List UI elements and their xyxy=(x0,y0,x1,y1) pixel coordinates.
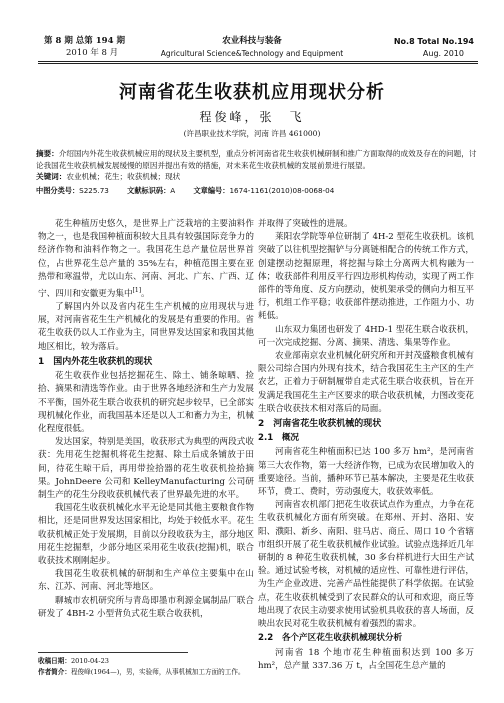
author-bio xyxy=(38,667,254,678)
doc-code-label: 文献标识码： xyxy=(127,186,171,195)
paragraph: 并取得了突破性的进展。 xyxy=(258,219,353,229)
section-heading-2: 2 河南省花生收获机械的现状 xyxy=(258,419,382,430)
paragraph: 我国花生收获机械化水平无论是同其他主要粮食作物相比，还是同世界发达国家相比，均处于较低水平。花生收获机械正处于发展期，目前以分段收获为主，部分地区用花生挖掘犁，少部分地区采用花生收获(挖掘)机，联合收获技术刚刚起步。 xyxy=(38,503,254,566)
left-column xyxy=(38,218,254,621)
abstract-text: 介绍国内外花生收获机械应用的现状及主要机型，重点分析河南省花生收获机械研制和推广方面取得的成效及存在的问题，讨论我国花生收获机械发展缓慢的原因并提出有效的措施，对未来花生收获机械的发展前景进行展望。 xyxy=(36,149,477,170)
author-bio-text: 程俊峰(1964—)，男，实验师，从事机械加工方面的工作。 xyxy=(70,667,245,676)
classification-line xyxy=(36,185,480,196)
vol-issue: 第 8 期 总第 194 期 xyxy=(44,36,125,46)
keywords-label: 关键词： xyxy=(36,172,67,181)
header-date-cn: 2010 年 8 月 xyxy=(66,48,119,58)
paragraph: 河南省 18 个地市花生种植面积达到 100 多万 hm²，总产量 337.36 万 t，占全国花生总产量的 xyxy=(258,647,474,671)
footnote-rule xyxy=(38,652,188,653)
header-date-en: Aug. 2010 xyxy=(422,49,464,58)
received-date xyxy=(38,656,254,667)
paragraph: 聊城市农机研究所与青岛即墨市利源金属制品厂联合研发了 4BH-2 小型背负式花生联合收获机， xyxy=(38,595,254,619)
paragraph: 我国花生收获机械的研制和生产单位主要集中在山东、江苏、河南、河北等地区。 xyxy=(38,569,254,593)
article-id-label: 文章编号： xyxy=(193,186,230,195)
journal-name-en: Agricultural Science&Technology and Equipment xyxy=(160,49,344,58)
right-column xyxy=(258,218,474,673)
paragraph: 了解国内外以及省内花生生产机械的应用现状与进展，对河南省花生生产机械化的发展是有重要的作用。省花生收获仍以人工作业为主，同世界发达国家和我国其他地区相比，较为落后。 xyxy=(38,302,254,352)
affiliation: (许昌职业技术学院，河南 许昌 461000) xyxy=(183,129,321,138)
subsection-heading-2-1: 2.1 概况 xyxy=(258,433,300,444)
authors: 程俊峰，张 飞 xyxy=(199,110,305,124)
issue-en: No.8 Total No.194 xyxy=(393,37,474,46)
abstract-block xyxy=(36,148,480,183)
paragraph: 河南省花生种植面积已达 100 多万 hm²，是河南省第三大农作物，第一大经济作物，已成为农民增加收入的重要途径。当前，播种环节已基本解决，主要是花生收获环节，费工、费时，劳动强度大，收获效率低。 xyxy=(258,447,474,498)
subsection-heading-2-2: 2.2 各个产区花生收获机械现状分析 xyxy=(258,633,403,644)
clc-label: 中图分类号： xyxy=(36,186,80,195)
paragraph-end: 。 xyxy=(141,288,150,299)
author-bio-label: 作者简介： xyxy=(38,667,71,676)
keywords-text: 农业机械；花生；收获机械；现状 xyxy=(66,172,181,181)
paragraph: 花生收获作业包括挖掘花生、除土、铺条晾晒、捡拾、摘果和清选等作业。由于世界各地经济和生产力发展不平衡，国外花生联合收获机的研究起步较早，已全部实现机械化作业，而我国基本还是以人工和畜力为主，机械化程度很低。 xyxy=(38,371,254,434)
abstract-label: 摘要： xyxy=(36,149,59,158)
paragraph: 河南省农机部门把花生收获试点作为重点，力争在花生收获机械化方面有所突破。在郑州、开封、洛阳、安阳、濮阳、新乡、南阳、驻马店、商丘、周口 10 个省辖市组织开展了花生收获机械作业试验。试验点选择近几年研制的 8 种花生收获机械，30 多台样机进行大田生产试验。通过试验考核，对机械的适应性、可靠性进行评估，为生产企业改进、完善产品性能提供了科学依据。在试验点，花生收获机械受到了农民群众的认可和欢迎，商丘等地出现了农民主动要求使用试验机具收获的喜人场面，反映出农民对花生收获机械有着强烈的需求。 xyxy=(258,500,474,630)
journal-name-cn: 农业科技与装备 xyxy=(222,36,282,46)
paragraph: 山东双力集团也研发了 4HD-1 型花生联合收获机，可一次完成挖掘、分离、摘果、清选、集果等作业。 xyxy=(258,324,474,348)
paragraph: 莱阳农学院等单位研制了 4H-2 型花生收获机。该机突破了以往机型挖掘铲与分离链相配合的传统工作方式，创建摆动挖掘原理，将挖掘与除土分离两大机构融为一体；收获部件利用反平行四边形机构传动，实现了两工作部件的等角度、反方向摆动，使机架承受的侧向力相互平行，机组工作平稳；收获部件摆动推进，工作阻力小、功耗低。 xyxy=(258,232,474,322)
received-label: 收稿日期： xyxy=(38,657,71,665)
footnote xyxy=(38,656,254,677)
article-id-value: 1674-1161(2010)08-0068-04 xyxy=(229,186,335,195)
header-rule-bottom xyxy=(38,63,478,64)
doc-code-value: A xyxy=(170,186,176,195)
citation-ref: [1] xyxy=(132,287,142,295)
abstract xyxy=(36,148,480,171)
running-header xyxy=(0,0,504,62)
keywords xyxy=(36,171,480,183)
paragraph-text: 花生种植历史悠久，是世界上广泛栽培的主要油料作物之一，也是我国种植面积较大且具有较强国际竞争力的经济作物和油料作物之一。我国花生总产量位居世界首位，占世界花生总产量的 35%左右，种植范围主要在亚热带和寒温带，尤以山东、河南、河北、广东、广西、辽宁、四川和安徽更为集中 xyxy=(38,219,254,299)
clc-value: S225.73 xyxy=(79,186,109,195)
paragraph: 发达国家，特别是美国，收获形式为典型的两段式收获：先用花生挖掘机将花生挖掘、除土后成条铺放于田间，待花生晾干后，再用带捡拾器的花生收获机捡拾摘果。JohnDeere 公司和 KelleyManufacturing 公司研制生产的花生分段收获机械代表了世界最先进的水平。 xyxy=(38,437,254,500)
received-value: 2010-04-23 xyxy=(70,657,109,665)
paragraph xyxy=(38,218,254,301)
section-heading-1: 1 国内外花生收获机的现状 xyxy=(38,356,153,367)
header-rule-top xyxy=(38,61,478,62)
paragraph: 农业部南京农业机械化研究所和开封茂盛粮食机械有限公司综合国内外现有技术，结合我国花生主产区的生产农艺，正着力于研制履带自走式花生联合收获机，旨在开发满足我国花生主产区要求的联合收获机械，力图改变花生联合收获技术相对落后的局面。 xyxy=(258,351,474,414)
article-title: 河南省花生收获机应用现状分析 xyxy=(119,82,385,103)
